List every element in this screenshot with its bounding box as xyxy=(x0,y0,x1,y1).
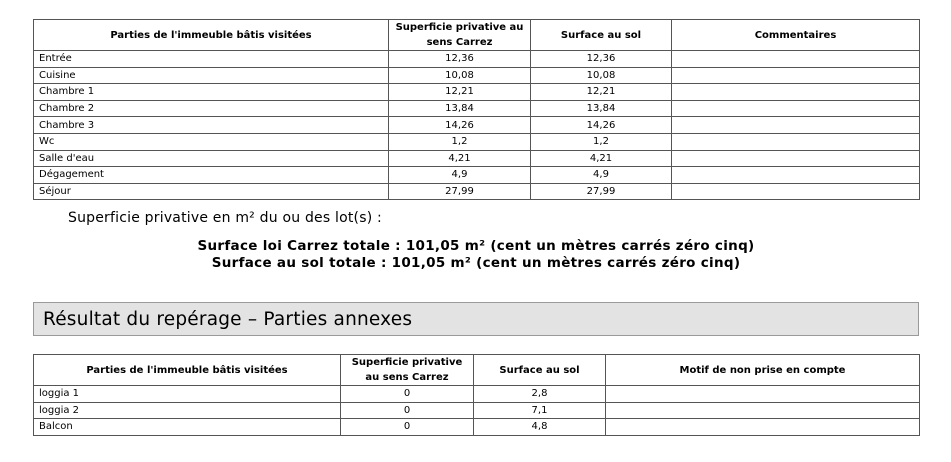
table-cell: 1,2 xyxy=(389,133,531,150)
table-cell: 0 xyxy=(341,386,474,403)
table-cell: Entrée xyxy=(34,51,389,68)
table-row xyxy=(34,419,920,436)
header-motif: Motif de non prise en compte xyxy=(606,355,920,386)
table-cell xyxy=(606,419,920,436)
table-row xyxy=(34,402,920,419)
table-row xyxy=(34,117,920,134)
table-cell xyxy=(672,183,920,200)
header-carrez: Superficie privative au sens Carrez xyxy=(389,20,531,51)
table-cell: 27,99 xyxy=(389,183,531,200)
table-row xyxy=(34,167,920,184)
table-cell xyxy=(672,133,920,150)
header-surface-sol: Surface au sol xyxy=(474,355,606,386)
table-cell: Chambre 1 xyxy=(34,84,389,101)
table-cell xyxy=(672,51,920,68)
table-cell: 4,21 xyxy=(531,150,672,167)
table-cell: 4,9 xyxy=(389,167,531,184)
header-parties: Parties de l'immeuble bâtis visitées xyxy=(34,20,389,51)
table-cell: 12,36 xyxy=(531,51,672,68)
table-cell: 7,1 xyxy=(474,402,606,419)
table-cell xyxy=(672,84,920,101)
table-cell: 27,99 xyxy=(531,183,672,200)
table-row xyxy=(34,386,920,403)
total-sol: Surface au sol totale : 101,05 m² (cent un mètres carrés zéro cinq) xyxy=(211,255,741,271)
table-cell: 10,08 xyxy=(531,67,672,84)
table-cell: Chambre 3 xyxy=(34,117,389,134)
surface-table-annexes xyxy=(33,354,920,436)
header-parties: Parties de l'immeuble bâtis visitées xyxy=(34,355,341,386)
header-surface-sol: Surface au sol xyxy=(531,20,672,51)
table-row xyxy=(34,67,920,84)
table-cell: Dégagement xyxy=(34,167,389,184)
header-commentaires: Commentaires xyxy=(672,20,920,51)
table-header-row xyxy=(34,355,920,386)
table-cell: 10,08 xyxy=(389,67,531,84)
table-row xyxy=(34,100,920,117)
table-cell: 12,21 xyxy=(389,84,531,101)
table-cell: 13,84 xyxy=(389,100,531,117)
table-cell: Wc xyxy=(34,133,389,150)
table-cell xyxy=(606,386,920,403)
table-cell: Chambre 2 xyxy=(34,100,389,117)
superficie-label: Superficie privative en m² du ou des lot(s) : xyxy=(68,210,382,226)
table-cell: 12,21 xyxy=(531,84,672,101)
table-cell xyxy=(672,100,920,117)
table-cell: 0 xyxy=(341,419,474,436)
table-row xyxy=(34,133,920,150)
table-cell: 12,36 xyxy=(389,51,531,68)
table-cell xyxy=(672,117,920,134)
table-cell: Cuisine xyxy=(34,67,389,84)
table-cell xyxy=(606,402,920,419)
table-cell: Salle d'eau xyxy=(34,150,389,167)
table-cell: 4,8 xyxy=(474,419,606,436)
section-title-annexes: Résultat du repérage – Parties annexes xyxy=(33,302,919,336)
surface-table-main xyxy=(33,19,920,200)
table-row xyxy=(34,51,920,68)
table-cell xyxy=(672,67,920,84)
table-cell: 2,8 xyxy=(474,386,606,403)
table-cell: Séjour xyxy=(34,183,389,200)
table-cell: loggia 2 xyxy=(34,402,341,419)
table-cell: 4,21 xyxy=(389,150,531,167)
table-cell: 1,2 xyxy=(531,133,672,150)
table-row xyxy=(34,183,920,200)
table-cell: 14,26 xyxy=(389,117,531,134)
header-carrez: Superficie privative au sens Carrez xyxy=(341,355,474,386)
table-cell xyxy=(672,167,920,184)
table-cell xyxy=(672,150,920,167)
table-cell: 0 xyxy=(341,402,474,419)
table-cell: loggia 1 xyxy=(34,386,341,403)
table-cell: 13,84 xyxy=(531,100,672,117)
table-cell: 4,9 xyxy=(531,167,672,184)
table-cell: 14,26 xyxy=(531,117,672,134)
totals-block xyxy=(33,238,919,272)
table-row xyxy=(34,150,920,167)
table-cell: Balcon xyxy=(34,419,341,436)
table-row xyxy=(34,84,920,101)
table-header-row xyxy=(34,20,920,51)
total-carrez: Surface loi Carrez totale : 101,05 m² (cent un mètres carrés zéro cinq) xyxy=(197,238,755,254)
